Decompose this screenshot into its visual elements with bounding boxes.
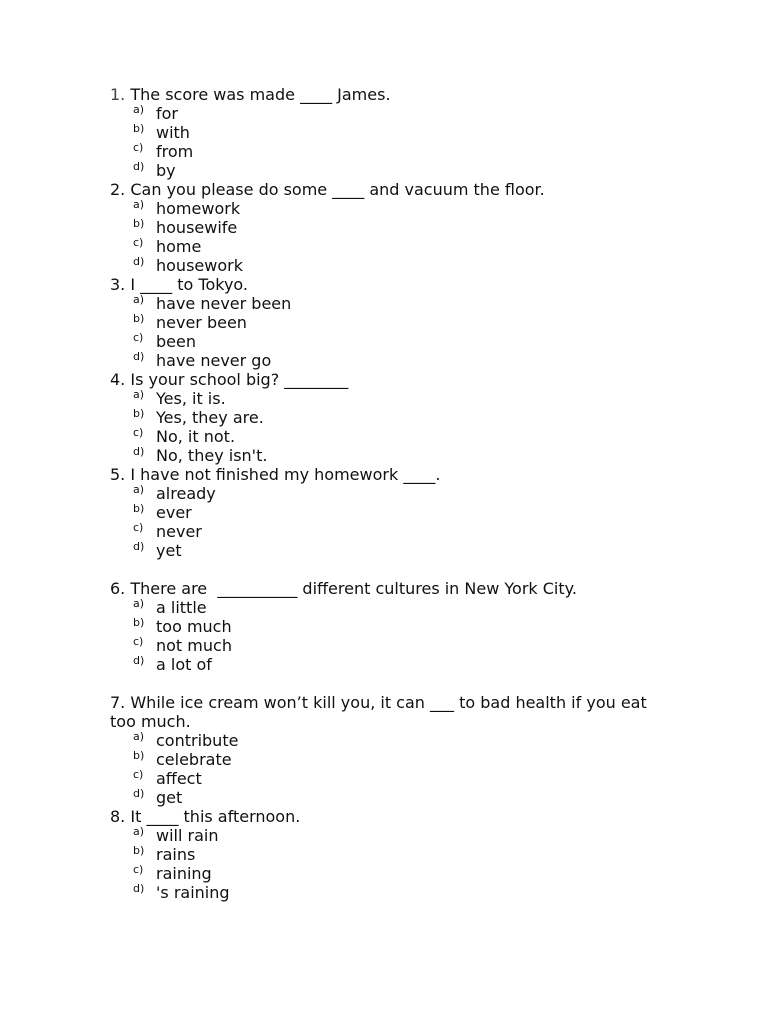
answer-options [110, 199, 670, 275]
option-c [110, 522, 670, 541]
question-6 [110, 579, 670, 674]
option-letter: a) [133, 103, 145, 116]
option-letter: c) [133, 635, 144, 648]
question-number: 4. [110, 370, 126, 389]
option-d [110, 446, 670, 465]
answer-options [110, 598, 670, 674]
option-text: contribute [156, 731, 239, 750]
option-a [110, 104, 670, 123]
option-text: by [156, 161, 176, 180]
question-text [110, 693, 670, 731]
question-prompt: I ____ to Tokyo. [130, 275, 248, 294]
question-prompt: Can you please do some ____ and vacuum the floor. [130, 180, 545, 199]
option-letter: b) [133, 502, 145, 515]
answer-options [110, 484, 670, 560]
option-text: never been [156, 313, 247, 332]
option-d [110, 351, 670, 370]
option-text: will rain [156, 826, 219, 845]
option-letter: d) [133, 882, 145, 895]
option-b [110, 313, 670, 332]
question-prompt: I have not finished my homework ____. [130, 465, 441, 484]
option-d [110, 161, 670, 180]
option-text: housewife [156, 218, 238, 237]
option-letter: c) [133, 426, 144, 439]
option-c [110, 864, 670, 883]
option-letter: d) [133, 255, 145, 268]
option-text: ever [156, 503, 192, 522]
option-text: No, they isn't. [156, 446, 268, 465]
question-5 [110, 465, 670, 560]
option-letter: d) [133, 445, 145, 458]
question-prompt: There are __________ different cultures in New York City. [130, 579, 577, 598]
question-text [110, 807, 670, 826]
option-text: a lot of [156, 655, 212, 674]
option-b [110, 845, 670, 864]
option-b [110, 617, 670, 636]
option-c [110, 237, 670, 256]
option-text: been [156, 332, 196, 351]
question-text [110, 180, 670, 199]
option-text: with [156, 123, 190, 142]
question-number: 2. [110, 180, 126, 199]
question-2 [110, 180, 670, 275]
question-prompt: While ice cream won’t kill you, it can ___ to bad health if you eat too much. [110, 693, 652, 731]
option-letter: b) [133, 616, 145, 629]
option-letter: d) [133, 160, 145, 173]
question-prompt: Is your school big? ________ [130, 370, 349, 389]
question-number: 5. [110, 465, 126, 484]
question-text [110, 85, 670, 104]
option-text: raining [156, 864, 212, 883]
option-text: for [156, 104, 178, 123]
option-letter: c) [133, 236, 144, 249]
option-text: 's raining [156, 883, 230, 902]
option-letter: b) [133, 217, 145, 230]
answer-options [110, 104, 670, 180]
option-text: No, it not. [156, 427, 236, 446]
option-text: homework [156, 199, 241, 218]
option-text: yet [156, 541, 182, 560]
answer-options [110, 294, 670, 370]
option-letter: d) [133, 787, 145, 800]
option-letter: c) [133, 863, 144, 876]
option-text: from [156, 142, 194, 161]
option-c [110, 427, 670, 446]
option-text: housework [156, 256, 243, 275]
option-c [110, 636, 670, 655]
option-a [110, 484, 670, 503]
option-d [110, 883, 670, 902]
option-text: have never been [156, 294, 292, 313]
option-text: home [156, 237, 202, 256]
option-letter: c) [133, 331, 144, 344]
option-text: a little [156, 598, 207, 617]
option-letter: a) [133, 388, 145, 401]
option-text: too much [156, 617, 232, 636]
option-b [110, 503, 670, 522]
answer-options [110, 389, 670, 465]
option-a [110, 598, 670, 617]
question-1 [110, 85, 670, 180]
question-number: 6. [110, 579, 126, 598]
answer-options [110, 826, 670, 902]
option-d [110, 788, 670, 807]
question-4 [110, 370, 670, 465]
option-d [110, 256, 670, 275]
option-text: have never go [156, 351, 272, 370]
option-letter: b) [133, 749, 145, 762]
question-text [110, 370, 670, 389]
option-c [110, 142, 670, 161]
question-prompt: The score was made ____ James. [130, 85, 391, 104]
option-letter: b) [133, 312, 145, 325]
option-d [110, 541, 670, 560]
option-a [110, 199, 670, 218]
option-letter: d) [133, 350, 145, 363]
question-text [110, 579, 670, 598]
option-text: never [156, 522, 202, 541]
option-letter: d) [133, 654, 145, 667]
option-text: affect [156, 769, 202, 788]
option-d [110, 655, 670, 674]
option-letter: a) [133, 730, 145, 743]
option-text: not much [156, 636, 232, 655]
option-text: already [156, 484, 216, 503]
quiz-document [110, 85, 670, 902]
option-letter: b) [133, 122, 145, 135]
question-prompt: It ____ this afternoon. [130, 807, 301, 826]
answer-options [110, 731, 670, 807]
option-letter: a) [133, 483, 145, 496]
question-3 [110, 275, 670, 370]
question-text [110, 465, 670, 484]
question-number: 8. [110, 807, 126, 826]
option-letter: c) [133, 768, 144, 781]
option-letter: a) [133, 293, 145, 306]
question-7 [110, 693, 670, 807]
option-b [110, 218, 670, 237]
option-a [110, 826, 670, 845]
question-number: 3. [110, 275, 126, 294]
option-c [110, 332, 670, 351]
option-text: celebrate [156, 750, 232, 769]
question-text [110, 275, 670, 294]
option-text: rains [156, 845, 196, 864]
option-a [110, 294, 670, 313]
option-letter: b) [133, 844, 145, 857]
option-a [110, 731, 670, 750]
option-b [110, 123, 670, 142]
question-8 [110, 807, 670, 902]
option-letter: c) [133, 521, 144, 534]
question-number: 7. [110, 693, 126, 712]
option-c [110, 769, 670, 788]
option-letter: a) [133, 597, 145, 610]
option-letter: a) [133, 825, 145, 838]
option-b [110, 750, 670, 769]
option-text: Yes, it is. [156, 389, 226, 408]
option-text: get [156, 788, 183, 807]
option-letter: b) [133, 407, 145, 420]
option-letter: c) [133, 141, 144, 154]
option-letter: a) [133, 198, 145, 211]
option-b [110, 408, 670, 427]
option-letter: d) [133, 540, 145, 553]
option-text: Yes, they are. [156, 408, 264, 427]
question-number: 1. [110, 85, 126, 104]
option-a [110, 389, 670, 408]
